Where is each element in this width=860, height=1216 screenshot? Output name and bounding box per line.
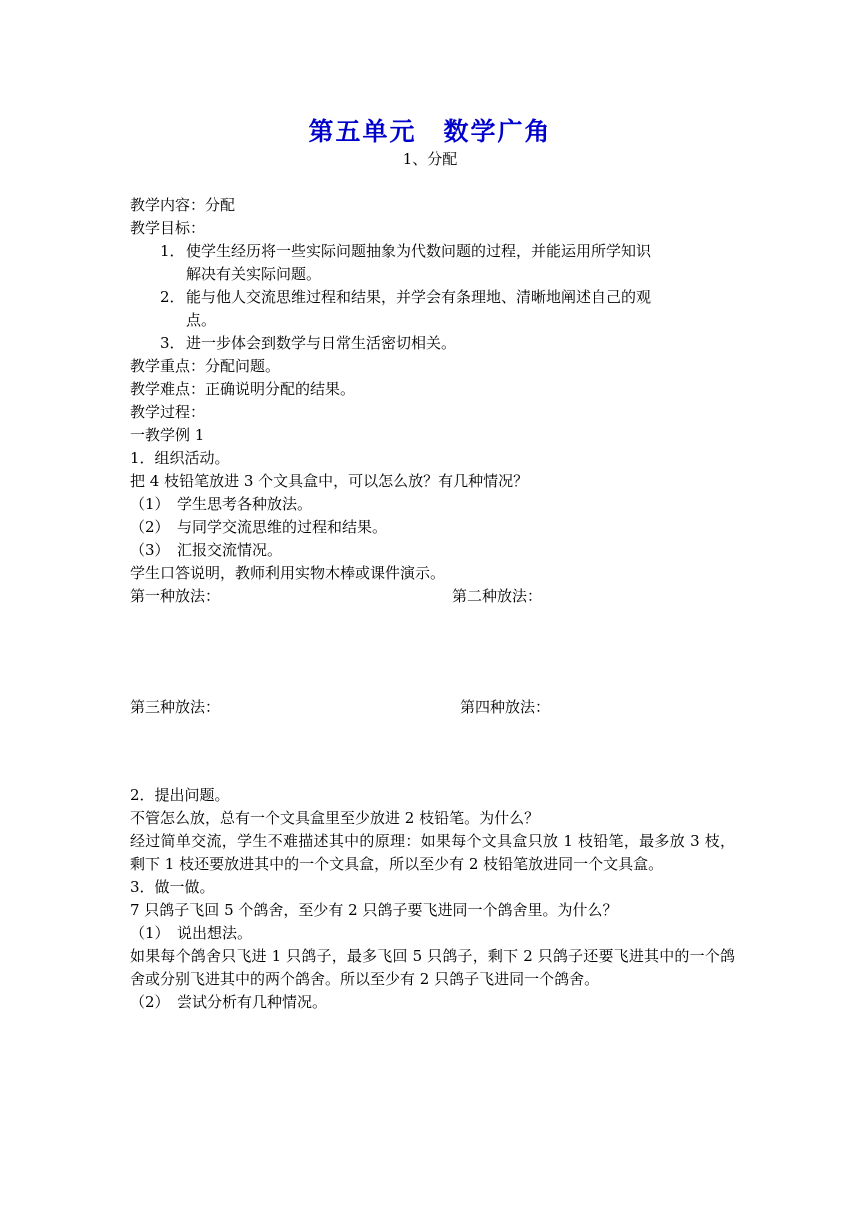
demo-note: 学生口答说明，教师利用实物木棒或课件演示。 xyxy=(130,564,446,582)
sub-item-1: （1） 学生思考各种放法。 xyxy=(130,495,313,513)
goal-text: 能与他人交流思维过程和结果，并学会有条理地、清晰地阐述自己的观 xyxy=(186,288,652,306)
goals-heading: 教学目标： xyxy=(130,219,206,237)
method-1-label: 第一种放法： xyxy=(130,587,221,605)
sub-item-2: （2） 与同学交流思维的过程和结果。 xyxy=(130,518,388,536)
goal-text-cont: 点。 xyxy=(186,311,217,329)
question-1: 把 4 枝铅笔放进 3 个文具盒中，可以怎么放？有几种情况？ xyxy=(130,472,529,490)
explanation-1: 经过简单交流，学生不难描述其中的原理：如果每个文具盒只放 1 枝铅笔，最多放 3 枝，剩下 1 枝还要放进其中的一个文具盒，所以至少有 2 枝铅笔放进同一个文具盒。 xyxy=(130,832,735,873)
process-heading: 教学过程： xyxy=(130,403,206,421)
goal-number: 3． xyxy=(160,334,185,352)
lesson-body xyxy=(130,194,735,1014)
goal-item xyxy=(130,240,735,286)
methods-row-1 xyxy=(130,585,735,608)
sub-item-5: （2） 尝试分析有几种情况。 xyxy=(130,993,328,1011)
section-subtitle: 1、分配 xyxy=(402,150,458,168)
step-3: 3．做一做。 xyxy=(130,878,215,896)
methods-row-2 xyxy=(130,696,735,719)
method-3-label: 第三种放法： xyxy=(130,698,221,716)
method-2-label: 第二种放法： xyxy=(452,587,543,605)
question-2: 不管怎么放，总有一个文具盒里至少放进 2 枝铅笔。为什么？ xyxy=(130,809,540,827)
goal-text-cont: 解决有关实际问题。 xyxy=(186,265,322,283)
explanation-2: 如果每个鸽舍只飞进 1 只鸽子，最多飞回 5 只鸽子，剩下 2 只鸽子还要飞进其中的一个鸽舍或分别飞进其中的两个鸽舍。所以至少有 2 只鸽子飞进同一个鸽舍。 xyxy=(130,947,735,988)
step-2: 2．提出问题。 xyxy=(130,786,230,804)
page-title: 第五单元 数学广角 xyxy=(308,117,552,146)
method-space xyxy=(130,608,735,696)
goal-number: 2． xyxy=(160,288,185,306)
goal-item xyxy=(130,332,735,355)
goal-text: 使学生经历将一些实际问题抽象为代数问题的过程，并能运用所学知识 xyxy=(186,242,652,260)
goal-number: 1． xyxy=(160,242,185,260)
key-point: 教学重点：分配问题。 xyxy=(130,357,281,375)
teaching-content: 教学内容：分配 xyxy=(130,196,236,214)
sub-item-3: （3） 汇报交流情况。 xyxy=(130,541,283,559)
question-3: 7 只鸽子飞回 5 个鸽舍，至少有 2 只鸽子要飞进同一个鸽舍里。为什么？ xyxy=(130,901,618,919)
sub-item-4: （1） 说出想法。 xyxy=(130,924,253,942)
step-1: 1．组织活动。 xyxy=(130,449,230,467)
goal-item xyxy=(130,286,735,332)
difficulty: 教学难点：正确说明分配的结果。 xyxy=(130,380,356,398)
example-heading: 一教学例 1 xyxy=(130,426,205,444)
method-space xyxy=(130,719,735,784)
method-4-label: 第四种放法： xyxy=(460,698,551,716)
goal-text: 进一步体会到数学与日常生活密切相关。 xyxy=(186,334,457,352)
